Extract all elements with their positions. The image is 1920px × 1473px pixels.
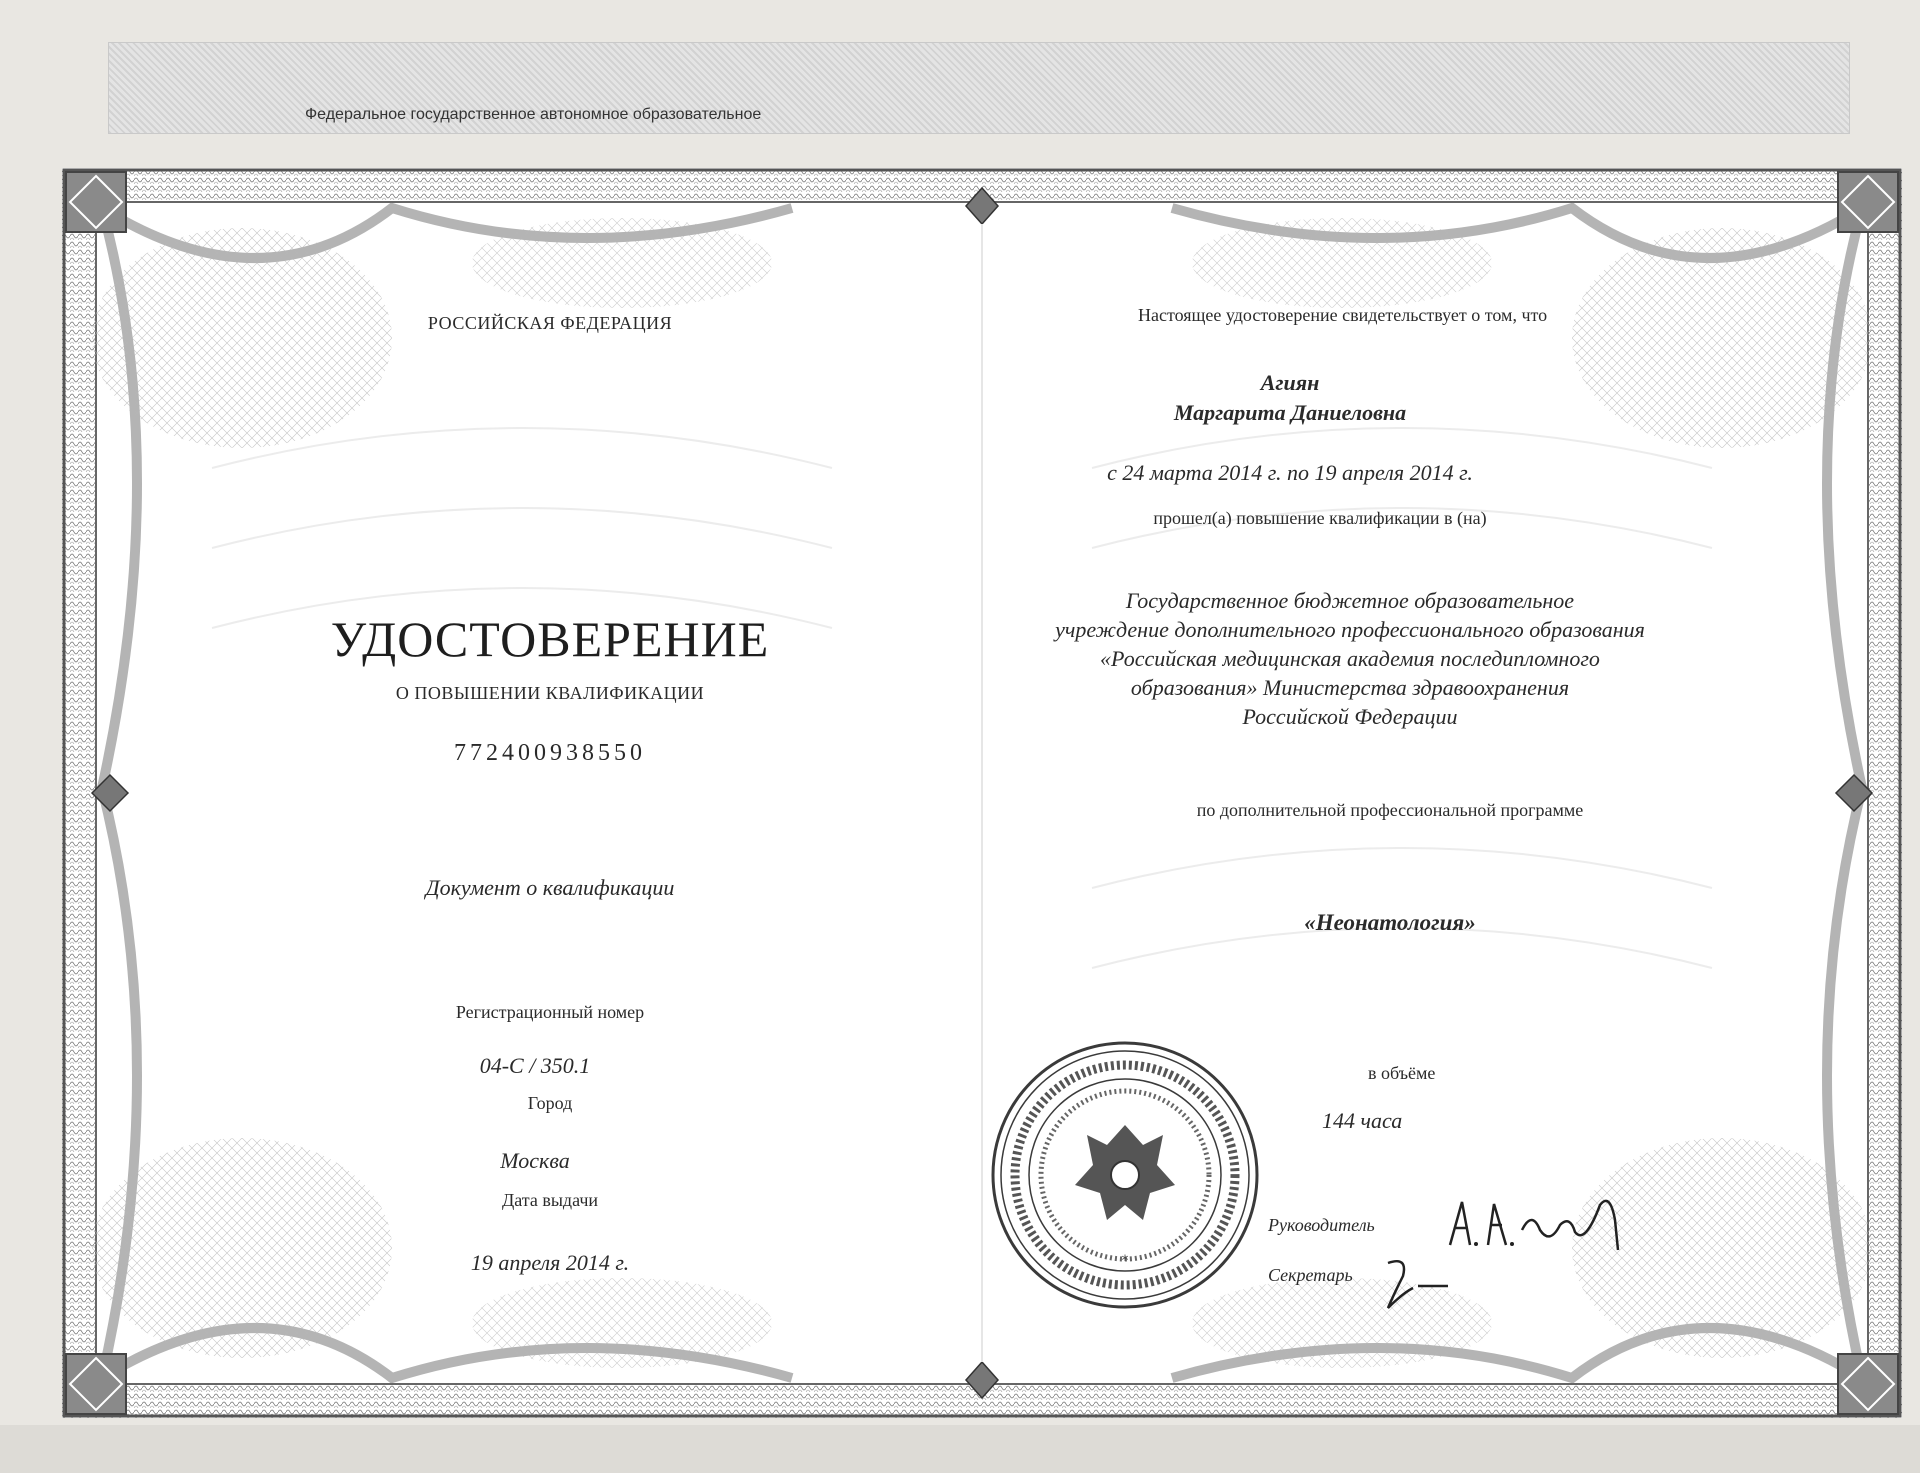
serial-number: 772400938550 <box>454 740 646 766</box>
training-period: с 24 марта 2014 г. по 19 апреля 2014 г. <box>1107 460 1473 485</box>
program-label: по дополнительной профессиональной программе <box>1196 800 1584 820</box>
country-heading: РОССИЙСКАЯ ФЕДЕРАЦИЯ <box>427 313 673 333</box>
program-name: «Неонатология» <box>1304 910 1476 935</box>
svg-text:*: * <box>1121 1253 1129 1269</box>
volume-value: 144 часа <box>1322 1108 1403 1133</box>
holder-surname: Агиян <box>1260 370 1320 395</box>
passed-text: прошел(а) повышение квалификации в (на) <box>1153 508 1487 528</box>
document-title: УДОСТОВЕРЕНИЕ <box>330 611 770 667</box>
institution-line-1: Государственное бюджетное образовательное <box>1125 588 1575 613</box>
city-value: Москва <box>500 1148 570 1173</box>
issue-date-label: Дата выдачи <box>501 1190 599 1210</box>
institution-line-5: Российской Федерации <box>1242 704 1458 729</box>
document-type: Документ о квалификации <box>425 875 675 900</box>
institution-line-4: образования» Министерства здравоохранения <box>1130 675 1570 700</box>
issue-date: 19 апреля 2014 г. <box>470 1250 630 1275</box>
city-label: Город <box>527 1093 573 1113</box>
document-subtitle: О ПОВЫШЕНИИ КВАЛИФИКАЦИИ <box>395 683 705 703</box>
underlying-sheet-text: Федеральное государственное автономное образовательное <box>305 106 762 123</box>
registration-label: Регистрационный номер <box>455 1002 645 1022</box>
institution-line-2: учреждение дополнительного профессионального образования <box>1055 617 1645 642</box>
institution-line-3: «Российская медицинская академия последипломного <box>1100 646 1600 671</box>
volume-label: в объёме <box>1368 1063 1436 1083</box>
secretary-signature-icon <box>1378 1248 1458 1318</box>
seal-stamp-icon <box>985 1035 1265 1315</box>
head-label: Руководитель <box>1268 1215 1375 1235</box>
registration-number: 04-С / 350.1 <box>479 1053 591 1078</box>
secretary-label: Секретарь <box>1268 1265 1353 1285</box>
background-surface <box>0 1425 1920 1473</box>
head-signature-icon <box>1440 1190 1640 1260</box>
intro-text: Настоящее удостоверение свидетельствует о том, что <box>1138 305 1548 325</box>
holder-name: Маргарита Даниеловна <box>1173 400 1407 425</box>
